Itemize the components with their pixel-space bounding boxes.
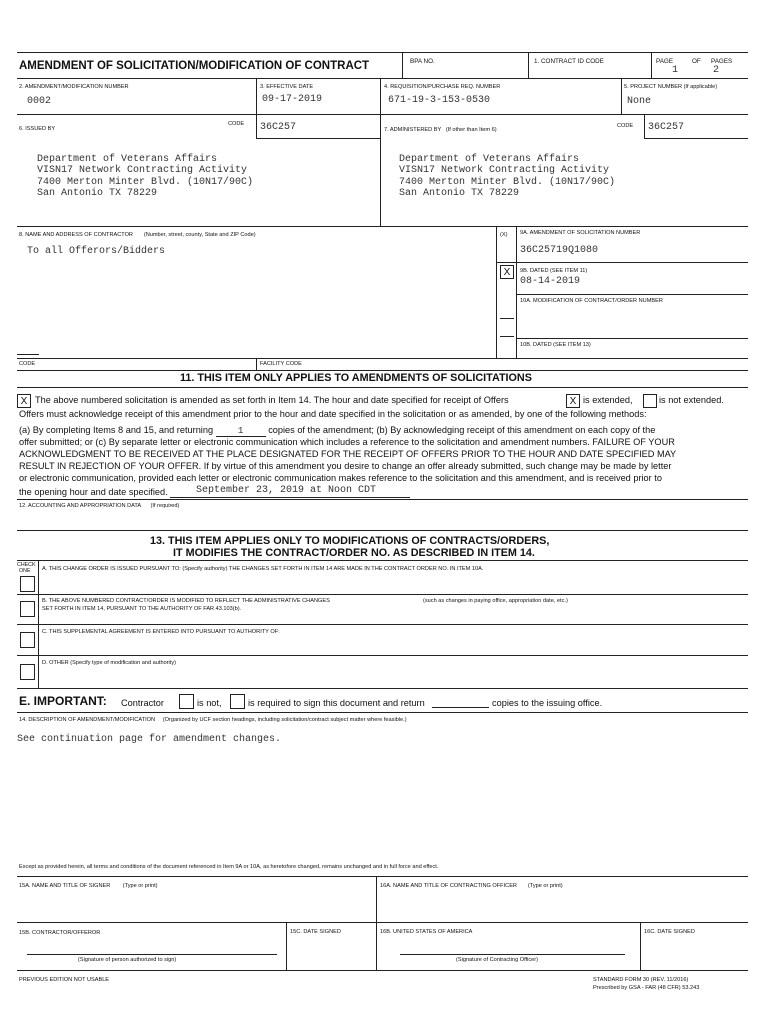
is-required-label: is required to sign this document and return <box>248 698 425 708</box>
administered-by-address[interactable] <box>399 154 615 200</box>
amendment-number-value[interactable]: 0002 <box>27 96 52 107</box>
project-number-label: 5. PROJECT NUMBER (If applicable) <box>624 84 718 90</box>
not-extended-label: is not extended. <box>659 395 724 405</box>
modification-number-label: 10A. MODIFICATION OF CONTRACT/ORDER NUMBER <box>520 298 663 304</box>
of-label: OF <box>692 58 701 65</box>
prescribed-label: Prescribed by GSA - FAR (48 CFR) 53.243 <box>593 985 700 991</box>
facility-code-label: FACILITY CODE <box>260 361 302 367</box>
x-column-label: (X) <box>500 232 508 238</box>
issued-code-value[interactable]: 36C257 <box>260 122 297 133</box>
item11-checkbox[interactable]: X <box>17 394 31 408</box>
project-number-value[interactable]: None <box>627 96 652 107</box>
copies-label: copies to the issuing office. <box>492 698 603 708</box>
item11-line7: or electronic communication, provided each letter or electronic communication makes reference to the solicitation and this amendment, and is received prior to <box>19 473 662 483</box>
item13-c-text: C. THIS SUPPLEMENTAL AGREEMENT IS ENTERED INTO PURSUANT TO AUTHORITY OF: <box>42 629 280 635</box>
administered-by-note: (If other than Item 6) <box>445 127 497 133</box>
item13-b-text2: SET FORTH IN ITEM 14, PURSUANT TO THE AUTHORITY OF FAR 43.103(b). <box>42 606 242 612</box>
amend-solicitation-value[interactable]: 36C25719Q1080 <box>520 245 599 256</box>
admin-address-line: VISN17 Network Contracting Activity <box>399 165 610 177</box>
requisition-value[interactable]: 671-19-3-153-0530 <box>388 95 491 106</box>
signer-label-text: 15A. NAME AND TITLE OF SIGNER <box>19 883 111 889</box>
is-required-checkbox[interactable] <box>230 694 245 709</box>
signer-label <box>19 883 158 890</box>
extended-checkbox[interactable]: X <box>566 394 580 408</box>
check-one-label <box>17 562 36 574</box>
opening-date-value[interactable]: September 23, 2019 at Noon CDT <box>196 485 377 496</box>
is-not-label: is not, <box>197 698 222 708</box>
officer-label <box>380 883 563 890</box>
item11-line3a: (a) By completing Items 8 and 15, and returning <box>19 425 214 435</box>
contract-id-label: 1. CONTRACT ID CODE <box>534 58 604 65</box>
page-label: PAGE <box>656 58 674 65</box>
item11-line2: Offers must acknowledge receipt of this amendment prior to the hour and date specified in the solicitation or as amended, by one of the following methods: <box>19 409 647 419</box>
issued-by-address[interactable] <box>37 154 253 200</box>
pages-label: PAGES <box>711 58 733 65</box>
item13-a-text: A. THIS CHANGE ORDER IS ISSUED PURSUANT TO: (Specify authority) THE CHANGES SET FORTH IN ITEM 14 ARE MADE IN THE CONTRACT ORDER NO. IN ITEM 10A. <box>42 566 484 572</box>
contractor-value[interactable]: To all Offerors/Bidders <box>27 246 166 257</box>
accounting-label <box>19 503 179 510</box>
pages-value[interactable]: 2 <box>713 65 720 76</box>
bpa-label: BPA NO. <box>410 58 435 65</box>
issued-address-line: San Antonio TX 78229 <box>37 188 158 200</box>
dated-9b-value[interactable]: 08-14-2019 <box>520 276 581 287</box>
admin-address-line: 7400 Merton Minter Blvd. (10N17/90C) <box>399 176 616 188</box>
item11-line3 <box>19 425 655 437</box>
effective-date-value[interactable]: 09-17-2019 <box>262 94 323 105</box>
admin-address-line: Department of Veterans Affairs <box>399 154 580 165</box>
item11-title: 11. THIS ITEM ONLY APPLIES TO AMENDMENTS OF SOLICITATIONS <box>180 372 532 384</box>
description-label-text: 14. DESCRIPTION OF AMENDMENT/MODIFICATION <box>19 717 156 723</box>
previous-edition-label: PREVIOUS EDITION NOT USABLE <box>19 977 110 983</box>
issued-code-label: CODE <box>228 121 245 127</box>
signature-person-label: (Signature of person authorized to sign) <box>78 957 177 963</box>
officer-note: (Type or print) <box>527 883 563 889</box>
signer-note: (Type or print) <box>122 883 158 889</box>
issued-address-line: VISN17 Network Contracting Activity <box>37 165 248 177</box>
item11-line5: ACKNOWLEDGMENT TO BE RECEIVED AT THE PLACE DESIGNATED FOR THE RECEIPT OF OFFERS PRIOR TO THE HOUR AND DATE SPECIFIED MAY <box>19 449 677 459</box>
signature-officer-label: (Signature of Contracting Officer) <box>456 957 538 963</box>
officer-label-text: 16A. NAME AND TITLE OF CONTRACTING OFFICER <box>380 883 517 889</box>
description-value[interactable]: See continuation page for amendment changes. <box>17 734 282 745</box>
item13-c-checkbox[interactable] <box>20 632 35 648</box>
not-extended-checkbox[interactable] <box>643 394 657 408</box>
item13-b-note: (such as changes in paying office, appropriation date, etc.) <box>423 598 568 604</box>
administered-code-value[interactable]: 36C257 <box>648 122 685 133</box>
modification-dated-label: 10B. DATED (SEE ITEM 13) <box>520 342 591 348</box>
item13-b-text1: B. THE ABOVE NUMBERED CONTRACT/ORDER IS MODIFIED TO REFLECT THE ADMINISTRATIVE CHANGES <box>42 598 330 604</box>
check-label-1: CHECK <box>17 562 36 568</box>
requisition-label: 4. REQUISITION/PURCHASE REQ. NUMBER <box>384 84 501 90</box>
item13-b-checkbox[interactable] <box>20 601 35 617</box>
item13-d-text: D. OTHER (Specify type of modification and authority) <box>42 660 176 666</box>
amend-solicitation-label: 9A. AMENDMENT OF SOLICITATION NUMBER <box>520 230 641 236</box>
important-label: E. IMPORTANT: <box>19 694 107 708</box>
item11-line3b: copies of the amendment; (b) By acknowledging receipt of this amendment on each copy of the <box>268 425 656 435</box>
accounting-note: (If required) <box>150 503 180 509</box>
item11-line1: The above numbered solicitation is amended as set forth in Item 14. The hour and date specified for receipt of Offers <box>35 395 509 405</box>
is-not-checkbox[interactable] <box>179 694 194 709</box>
issued-by-label: 6. ISSUED BY <box>19 126 56 132</box>
item11-line8: the opening hour and date specified. <box>19 487 168 497</box>
usa-label: 16B. UNITED STATES OF AMERICA <box>380 929 473 935</box>
extended-label: is extended, <box>583 395 633 405</box>
administered-by-label <box>384 127 497 134</box>
contractor-offeror-label: 15B. CONTRACTOR/OFFEROR <box>19 930 101 936</box>
copies-value[interactable]: 1 <box>237 425 244 436</box>
item13-title-line1: 13. THIS ITEM APPLIES ONLY TO MODIFICATIONS OF CONTRACTS/ORDERS, <box>150 535 550 547</box>
admin-address-line: San Antonio TX 78229 <box>399 188 520 200</box>
administered-by-text: 7. ADMINISTERED BY <box>384 127 442 133</box>
item13-a-checkbox[interactable] <box>20 576 35 592</box>
issued-address-line: 7400 Merton Minter Blvd. (10N17/90C) <box>37 176 254 188</box>
check-label-2: ONE <box>19 568 31 574</box>
date-signed-16c-label: 16C. DATE SIGNED <box>644 929 695 935</box>
item13-d-checkbox[interactable] <box>20 664 35 680</box>
item13-title-line2: IT MODIFIES THE CONTRACT/ORDER NO. AS DESCRIBED IN ITEM 14. <box>173 547 535 559</box>
except-text: Except as provided herein, all terms and conditions of the document referenced in Item 9A or 10A, as heretofore changed, remains unchanged and in full force and effect. <box>19 864 439 870</box>
page-value[interactable]: 1 <box>672 65 679 76</box>
item11-line4: offer submitted; or (c) By separate letter or electronic communication which includes a reference to the solicitation and amendment numbers. FAILURE OF YOUR <box>19 437 675 447</box>
contractor-label-note: (Number, street, county, State and ZIP Code) <box>143 232 256 238</box>
form-title: AMENDMENT OF SOLICITATION/MODIFICATION OF CONTRACT <box>19 60 370 72</box>
contractor-label <box>19 232 256 239</box>
effective-date-label: 3. EFFECTIVE DATE <box>260 84 314 90</box>
dated-9b-checkbox[interactable]: X <box>500 265 514 279</box>
administered-code-label: CODE <box>617 123 634 129</box>
contractor-label-text: 8. NAME AND ADDRESS OF CONTRACTOR <box>19 232 133 238</box>
important-contractor: Contractor <box>121 698 164 708</box>
accounting-label-text: 12. ACCOUNTING AND APPROPRIATION DATA <box>19 503 142 509</box>
code-label: CODE <box>19 361 36 367</box>
issued-address-line: Department of Veterans Affairs <box>37 154 218 165</box>
amendment-number-label: 2. AMENDMENT/MODIFICATION NUMBER <box>19 84 129 90</box>
description-label <box>19 717 407 724</box>
date-signed-15c-label: 15C. DATE SIGNED <box>290 929 341 935</box>
standard-form-label: STANDARD FORM 30 (REV. 11/2016) <box>593 977 689 983</box>
description-note: (Organized by UCF section headings, including solicitation/contract subject matter where feasible.) <box>162 717 407 723</box>
dated-9b-label: 9B. DATED (SEE ITEM 11) <box>520 268 588 274</box>
item11-line6: RESULT IN REJECTION OF YOUR OFFER. If by virtue of this amendment you desire to change an offer already submitted, such change may be made by letter <box>19 461 672 471</box>
